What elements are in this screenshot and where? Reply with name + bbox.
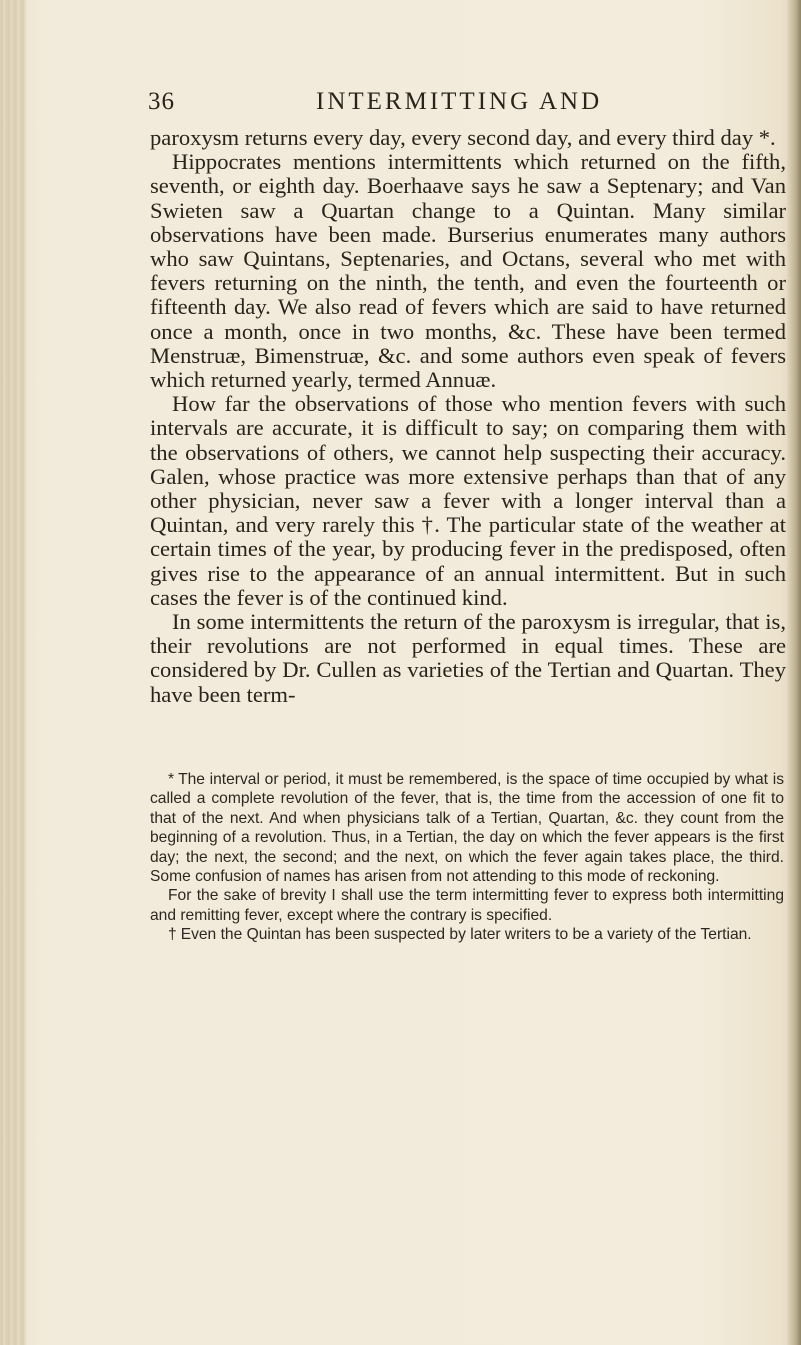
footnote-mark: † [168, 926, 177, 944]
page-fore-edge [787, 0, 801, 1345]
page-number: 36 [148, 88, 175, 115]
footnote [150, 925, 784, 944]
page-binding-edge [0, 0, 26, 1345]
footnote-mark: * [168, 771, 175, 788]
page-header [148, 88, 708, 120]
footnote-text: For the sake of brevity I shall use the term intermitting fever to express both intermitting and remitting fever, except where the contrary is specified. [150, 887, 784, 924]
paragraph: paroxysm returns every day, every second day, and every third day *. [150, 125, 776, 150]
footnotes [150, 770, 784, 945]
paragraph: Hippocrates mentions intermittents which returned on the fifth, seventh, or eighth day. Boerhaave says he saw a Septenary; and Van Swieten saw a Quartan change to a Quintan. Many similar observations have been made. Burserius enumerates many authors who saw Quintans, Septenaries, and Octans, several who met with fevers returning on the ninth, the tenth, and even the fourteenth or fifteenth day. We also read of fevers which are said to have returned once a month, once in two months, &c. These have been termed Menstruæ, Bimenstruæ, &c. and some authors even speak of fevers which returned yearly, termed Annuæ. [150, 149, 786, 393]
paragraph: How far the observations of those who mention fevers with such intervals are accurate, it is difficult to say; on comparing them with the observations of others, we cannot help suspecting their accuracy. Galen, whose practice was more extensive perhaps than that of any other physician, never saw a fever with a longer interval than a Quintan, and very rarely this †. The particular state of the weather at certain times of the year, by producing fever in the predisposed, often gives rise to the appearance of an annual intermittent. But in such cases the fever is of the continued kind. [150, 391, 786, 610]
main-text [150, 126, 786, 707]
paragraph: In some intermittents the return of the paroxysm is irregular, that is, their revolutions are not performed in equal times. These are considered by Dr. Cullen as varieties of the Tertian and Quartan. They have been term- [150, 609, 786, 707]
footnote [150, 770, 784, 886]
running-head: INTERMITTING AND [316, 88, 603, 115]
footnote-text: Even the Quintan has been suspected by later writers to be a variety of the Tertian. [180, 926, 752, 944]
footnote-text: The interval or period, it must be remembered, is the space of time occupied by what is called a complete revolution of the fever, that is, the time from the accession of one fit to that of the next. And when physicians talk of a Tertian, Quartan, &c. they count from the beginning of a revolution. Thus, in a Tertian, the day on which the fever appears is the first day; the next, the second; and the next, on which the fever again takes place, the third. Some confusion of names has arisen from not attending to this mode of reckoning. [150, 771, 784, 886]
footnote [150, 886, 784, 925]
